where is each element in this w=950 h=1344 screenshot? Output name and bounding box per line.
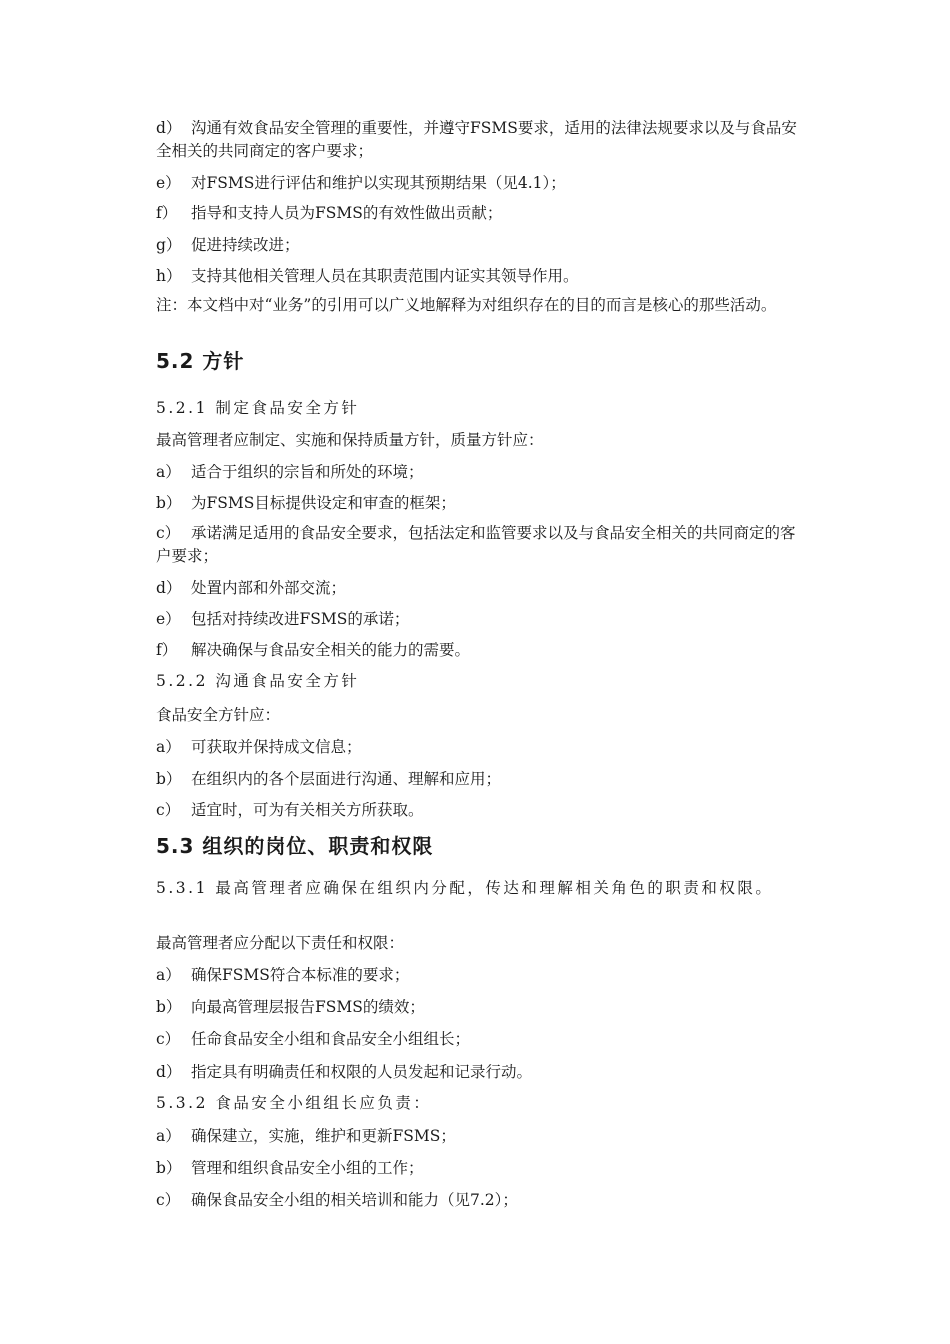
list-item: [156, 265, 806, 288]
list-item: [156, 608, 806, 631]
list-item: [156, 202, 806, 225]
item-text: 包括对持续改进FSMS的承诺；: [191, 610, 410, 628]
item-text: 促进持续改进；: [191, 236, 300, 254]
paragraph-text: 食品安全方针应：: [156, 706, 281, 724]
item-prefix: c）: [156, 801, 181, 819]
list-item: [156, 577, 806, 600]
list-item: [156, 1125, 806, 1148]
list-item: [156, 522, 806, 568]
item-prefix: b）: [156, 1159, 182, 1177]
list-item: [156, 461, 806, 484]
item-text: 可获取并保持成文信息；: [191, 738, 362, 756]
section-heading-5-2: 5.2 方针: [156, 349, 245, 373]
paragraph-text: 最高管理者应制定、实施和保持质量方针，质量方针应：: [156, 431, 544, 449]
item-text: 在组织内的各个层面进行沟通、理解和应用；: [191, 770, 502, 788]
subsection-title-5-3-2: 5.3.2 食品安全小组组长应负责：: [156, 1094, 432, 1112]
item-text: 承诺满足适用的食品安全要求，包括法定和监管要求以及与食品安全相关的共同商定的客户要求；: [156, 524, 796, 565]
list-item: [156, 768, 806, 791]
item-text: 适宜时，可为有关相关方所获取。: [191, 801, 424, 819]
item-prefix: c）: [156, 1030, 181, 1048]
list-item: [156, 996, 806, 1019]
item-prefix: c）: [156, 1191, 181, 1209]
item-prefix: e）: [156, 610, 181, 628]
item-prefix: c）: [156, 524, 181, 542]
subsection-title-5-2-2: 5.2.2 沟通食品安全方针: [156, 672, 360, 690]
list-item: [156, 1157, 806, 1180]
item-prefix: b）: [156, 998, 182, 1016]
item-text: 指导和支持人员为FSMS的有效性做出贡献；: [191, 204, 503, 222]
item-text: 支持其他相关管理人员在其职责范围内证实其领导作用。: [191, 267, 579, 285]
item-text: 确保食品安全小组的相关培训和能力（见7.2）；: [191, 1191, 518, 1209]
item-prefix: a）: [156, 738, 181, 756]
subsection-title-5-3-1: 5.3.1 最高管理者应确保在组织内分配，传达和理解相关角色的职责和权限。: [156, 879, 774, 897]
list-item: [156, 117, 806, 163]
list-item: [156, 1061, 806, 1084]
item-prefix: b）: [156, 770, 182, 788]
list-item: [156, 964, 806, 987]
item-text: 确保建立，实施，维护和更新FSMS；: [191, 1127, 456, 1145]
list-item: [156, 799, 806, 822]
item-text: 向最高管理层报告FSMS的绩效；: [191, 998, 425, 1016]
subsection-title-5-2-1: 5.2.1 制定食品安全方针: [156, 399, 360, 417]
item-prefix: d）: [156, 579, 182, 597]
paragraph-text: 最高管理者应分配以下责任和权限：: [156, 934, 405, 952]
list-item: [156, 639, 806, 662]
item-prefix: a）: [156, 463, 181, 481]
list-item: [156, 736, 806, 759]
item-text: 适合于组织的宗旨和所处的环境；: [191, 463, 424, 481]
item-text: 管理和组织食品安全小组的工作；: [191, 1159, 424, 1177]
item-text: 指定具有明确责任和权限的人员发起和记录行动。: [191, 1063, 533, 1081]
item-text: 解决确保与食品安全相关的能力的需要。: [191, 641, 471, 659]
item-prefix: f）: [156, 204, 178, 222]
item-prefix: e）: [156, 174, 181, 192]
item-text: 对FSMS进行评估和维护以实现其预期结果（见4.1）；: [191, 174, 566, 192]
section-heading-5-3: 5.3 组织的岗位、职责和权限: [156, 834, 434, 858]
item-text: 为FSMS目标提供设定和审查的框架；: [191, 494, 456, 512]
item-prefix: d）: [156, 1063, 182, 1081]
item-prefix: g）: [156, 236, 182, 254]
item-text: 任命食品安全小组和食品安全小组组长；: [191, 1030, 471, 1048]
item-prefix: h）: [156, 267, 182, 285]
list-item: [156, 1189, 806, 1212]
list-item: [156, 234, 806, 257]
item-prefix: b）: [156, 494, 182, 512]
item-prefix: d）: [156, 119, 182, 137]
item-prefix: a）: [156, 1127, 181, 1145]
item-text: 确保FSMS符合本标准的要求；: [191, 966, 410, 984]
item-text: 处置内部和外部交流；: [191, 579, 347, 597]
list-item: [156, 1028, 806, 1051]
list-item: [156, 492, 806, 515]
item-prefix: f）: [156, 641, 178, 659]
note-text: 注：本文档中对“业务”的引用可以广义地解释为对组织存在的目的而言是核心的那些活动。: [156, 296, 777, 314]
item-text: 沟通有效食品安全管理的重要性，并遵守FSMS要求，适用的法律法规要求以及与食品安全相关的共同商定的客户要求；: [156, 119, 797, 160]
item-prefix: a）: [156, 966, 181, 984]
list-item: [156, 172, 806, 195]
